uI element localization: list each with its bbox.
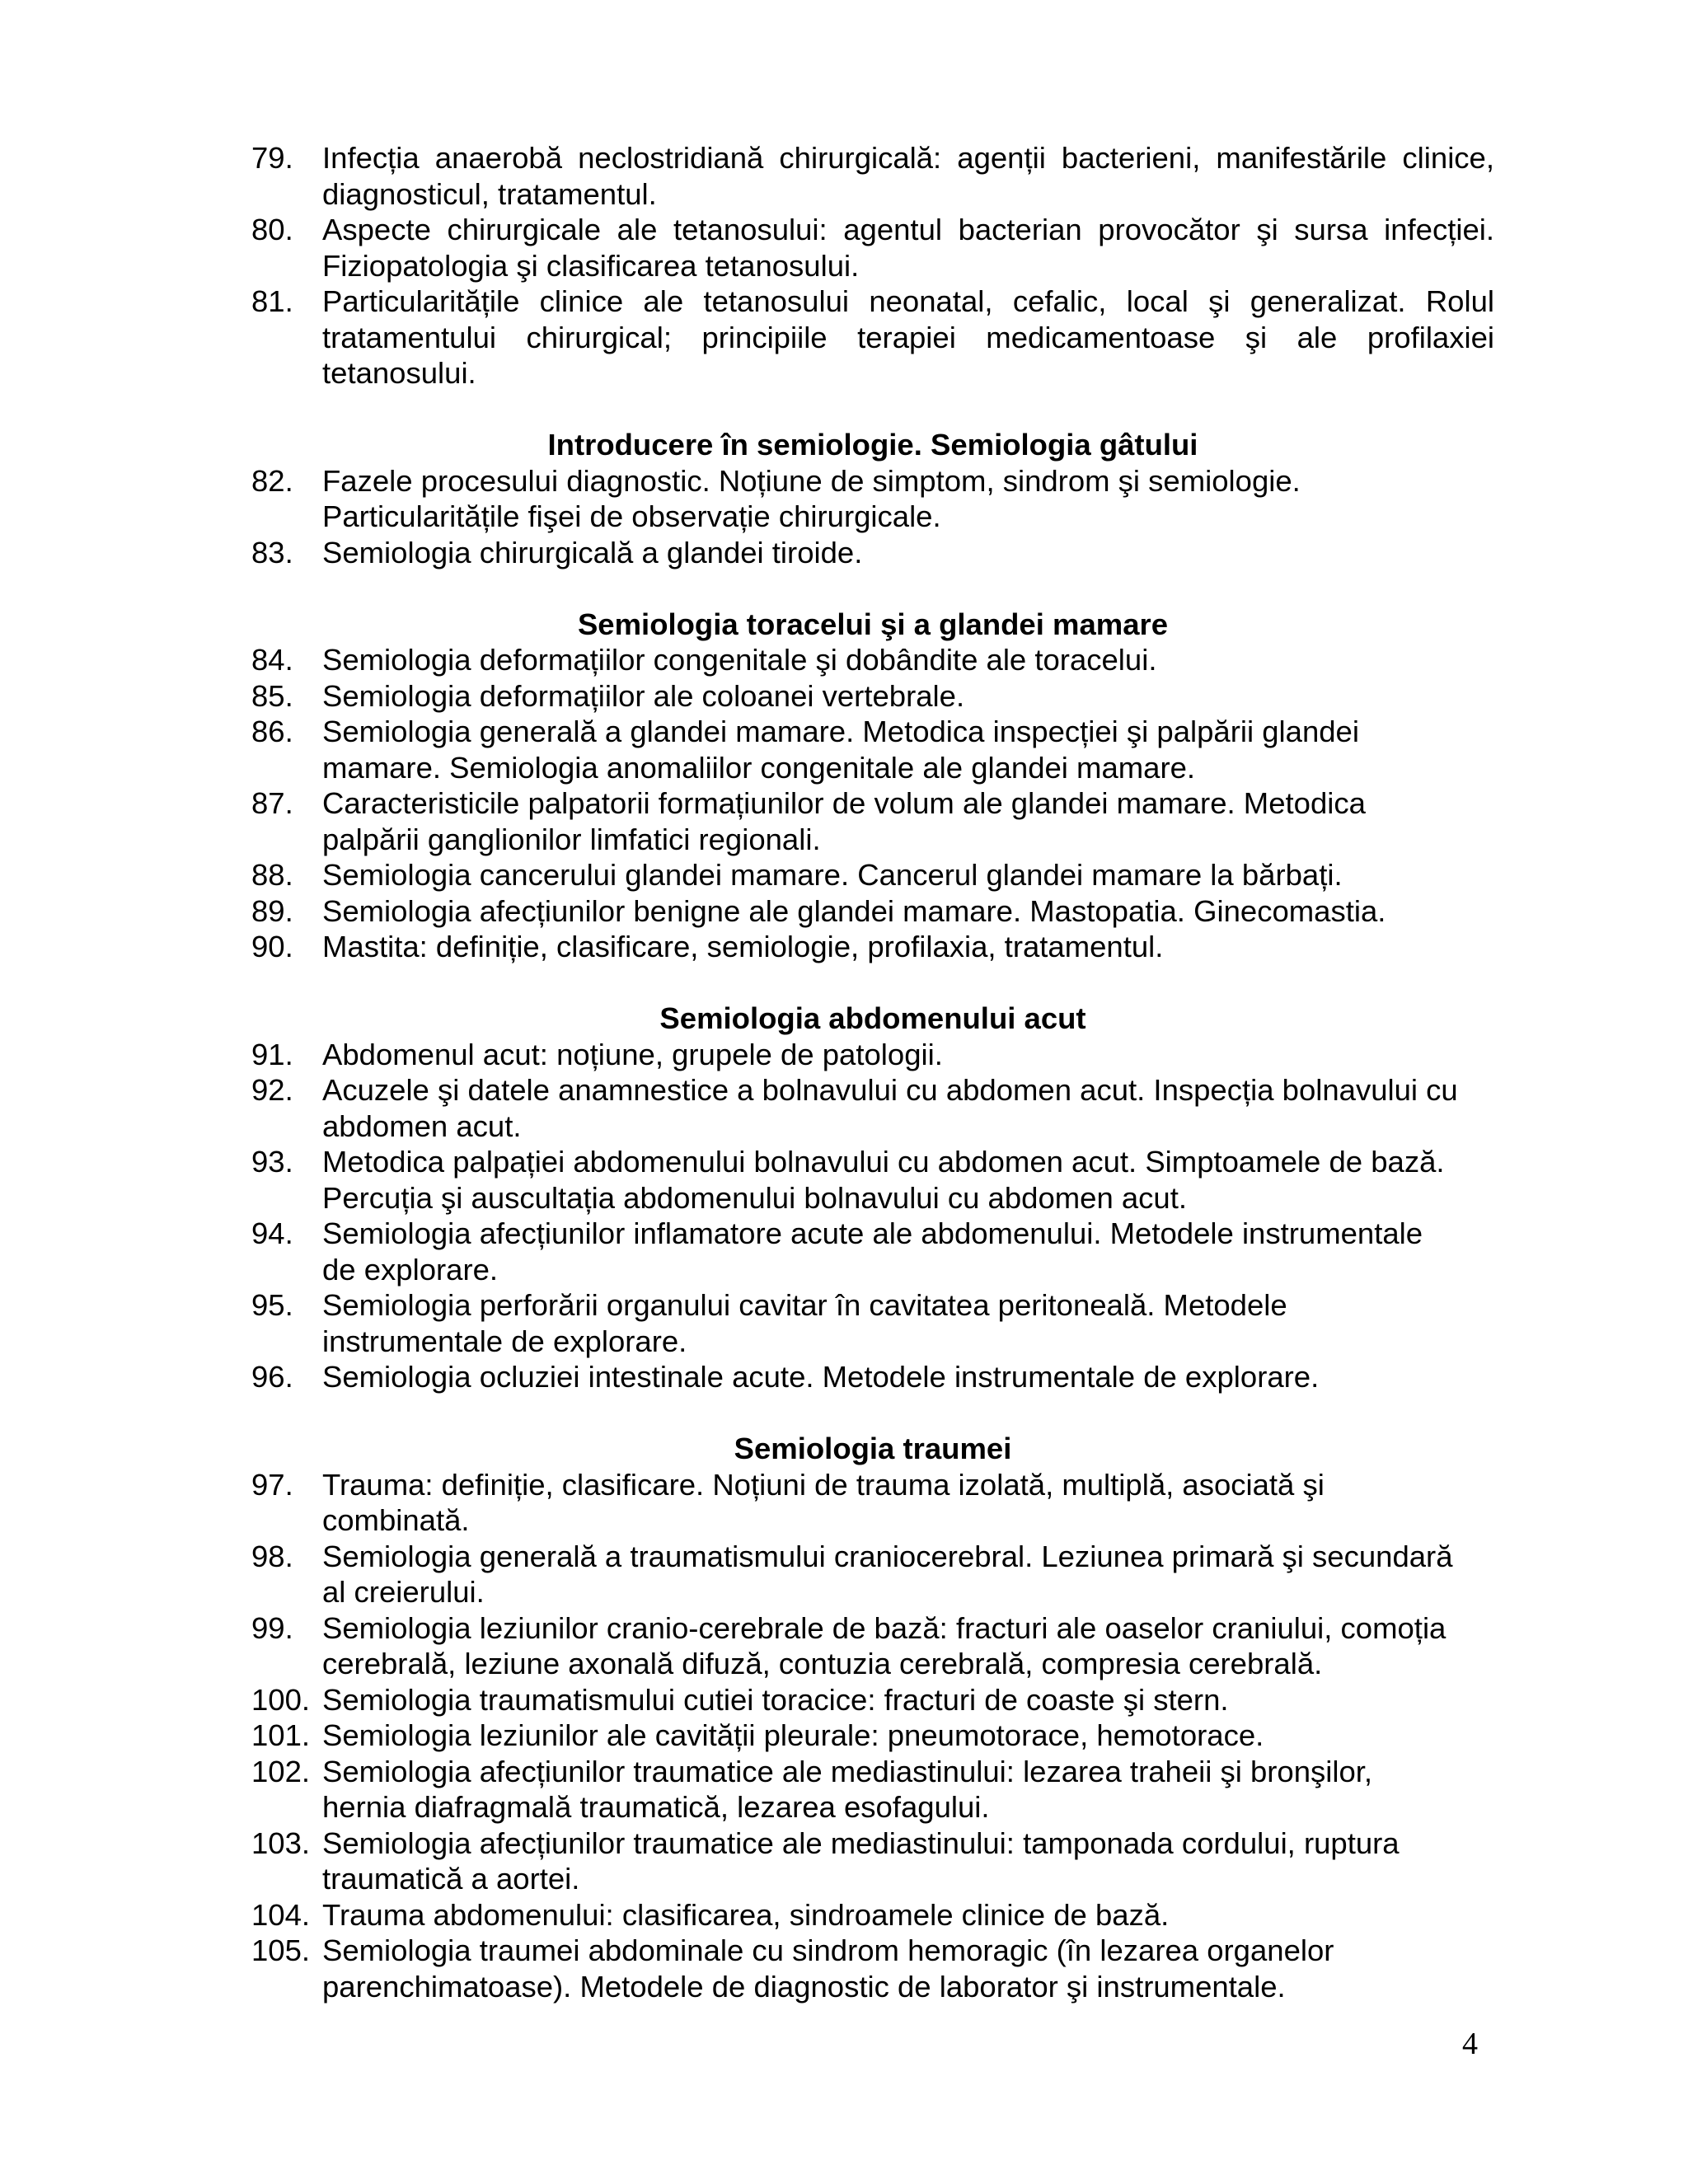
item-text xyxy=(322,1287,1494,1359)
list-item xyxy=(251,929,1494,965)
item-line: combinată. xyxy=(322,1503,470,1537)
list-item xyxy=(251,1754,1494,1825)
item-text: Semiologia ocluziei intestinale acute. Metodele instrumentale de explorare. xyxy=(322,1360,1320,1394)
item-line: Fazele procesului diagnostic. Noțiune de simptom, sindrom şi semiologie. xyxy=(322,463,1301,498)
item-line: Semiologia traumei abdominale cu sindrom hemoragic (în lezarea organelor xyxy=(322,1933,1334,1967)
list-item xyxy=(251,463,1494,535)
item-text xyxy=(322,1933,1494,2004)
section-heading: Semiologia toracelui şi a glandei mamare xyxy=(577,607,1169,641)
item-line: Semiologia generală a glandei mamare. Metodica inspecției şi palpării glandei xyxy=(322,715,1359,748)
item-line: Semiologia afecțiunilor inflamatore acute ale abdomenului. Metodele instrumentale xyxy=(322,1216,1423,1250)
item-line: de explorare. xyxy=(322,1252,499,1286)
item-number: 80. xyxy=(251,213,293,246)
list-item xyxy=(251,1897,1494,1933)
list-item xyxy=(251,893,1494,930)
list-item xyxy=(251,1287,1494,1359)
item-text: Semiologia afecțiunilor benigne ale glandei mamare. Mastopatia. Ginecomastia. xyxy=(322,893,1386,928)
item-text: Semiologia deformațiilor ale coloanei vertebrale. xyxy=(322,678,965,713)
list-item xyxy=(251,1072,1494,1144)
list-item xyxy=(251,535,1494,571)
item-line: Semiologia leziunilor cranio-cerebrale de bază: fracturi ale oaselor craniului, comoția xyxy=(322,1610,1447,1645)
list-item xyxy=(251,857,1494,893)
item-text: Semiologia leziunilor ale cavității pleurale: pneumotorace, hemotorace. xyxy=(322,1718,1264,1752)
item-text xyxy=(322,714,1494,785)
intro-list xyxy=(251,140,1494,391)
list-item xyxy=(251,1037,1494,1073)
list-item xyxy=(251,714,1494,785)
item-text xyxy=(322,1539,1494,1610)
item-number: 100. xyxy=(251,1682,311,1717)
item-text: Semiologia cancerului glandei mamare. Cancerul glandei mamare la bărbați. xyxy=(322,858,1343,892)
item-line: Percuția şi auscultația abdomenului bolnavului cu abdomen acut. xyxy=(322,1180,1188,1215)
item-number: 85. xyxy=(251,678,293,713)
list-item xyxy=(251,1718,1494,1754)
item-text: Trauma abdomenului: clasificarea, sindroamele clinice de bază. xyxy=(322,1897,1170,1932)
item-line: Trauma: definiție, clasificare. Noțiuni de trauma izolată, multiplă, asociată şi xyxy=(322,1467,1325,1502)
item-number: 82. xyxy=(251,463,293,498)
item-number: 97. xyxy=(251,1467,293,1502)
section-heading: Semiologia abdomenului acut xyxy=(659,1001,1086,1035)
item-line: Caracteristicile palpatorii formațiunilor de volum ale glandei mamare. Metodica xyxy=(322,786,1366,820)
item-number: 101. xyxy=(251,1718,311,1752)
list-item xyxy=(251,785,1494,857)
item-text: Mastita: definiție, clasificare, semiologie, profilaxia, tratamentul. xyxy=(322,930,1164,963)
item-line: palpării ganglionilor limfatici regionali. xyxy=(322,822,821,856)
section-list xyxy=(251,1467,1494,2005)
item-text: Semiologia traumatismului cutiei toracice: fracturi de coaste şi stern. xyxy=(322,1682,1229,1717)
item-number: 86. xyxy=(251,715,293,748)
item-line: cerebrală, leziune axonală difuză, contuzia cerebrală, compresia cerebrală. xyxy=(322,1647,1323,1680)
item-text xyxy=(322,1144,1494,1216)
item-text xyxy=(322,1216,1494,1287)
item-line: al creierului. xyxy=(322,1575,485,1609)
item-line: instrumentale de explorare. xyxy=(322,1324,687,1358)
list-item xyxy=(251,642,1494,678)
item-text xyxy=(322,785,1494,857)
item-text xyxy=(322,1610,1494,1682)
item-number: 88. xyxy=(251,858,293,892)
list-item xyxy=(251,1682,1494,1718)
item-line: mamare. Semiologia anomaliilor congenitale ale glandei mamare. xyxy=(322,750,1196,785)
item-number: 90. xyxy=(251,930,293,963)
item-line: hernia diafragmală traumatică, lezarea esofagului. xyxy=(322,1790,990,1824)
item-number: 94. xyxy=(251,1216,293,1250)
list-item xyxy=(251,140,1494,212)
item-number: 95. xyxy=(251,1288,293,1322)
item-number: 96. xyxy=(251,1360,293,1394)
item-line: Semiologia afecțiunilor traumatice ale mediastinului: tamponada cordului, ruptura xyxy=(322,1825,1400,1860)
page-number: 4 xyxy=(1462,2027,1478,2061)
list-item xyxy=(251,284,1494,391)
item-line: abdomen acut. xyxy=(322,1108,522,1143)
item-number: 89. xyxy=(251,893,293,928)
item-number: 93. xyxy=(251,1145,293,1179)
item-line: Metodica palpației abdomenului bolnavului cu abdomen acut. Simptoamele de bază. xyxy=(322,1145,1445,1179)
item-number: 81. xyxy=(251,284,293,318)
item-number: 105. xyxy=(251,1933,311,1967)
item-line: traumatică a aortei. xyxy=(322,1862,580,1896)
item-number: 99. xyxy=(251,1610,293,1645)
section-list xyxy=(251,642,1494,965)
item-text xyxy=(322,463,1494,535)
item-number: 102. xyxy=(251,1754,311,1788)
item-number: 83. xyxy=(251,535,293,569)
item-number: 98. xyxy=(251,1539,293,1573)
item-number: 103. xyxy=(251,1825,311,1860)
item-number: 84. xyxy=(251,643,293,677)
list-item xyxy=(251,212,1494,284)
item-line: Semiologia afecțiunilor traumatice ale mediastinului: lezarea traheii şi bronşilor, xyxy=(322,1754,1373,1788)
list-item xyxy=(251,1216,1494,1287)
item-text: Infecția anaerobă neclostridiană chirurgicală: agenții bacterieni, manifestările clinice, diagnosticul, tratamentul. xyxy=(322,141,1494,211)
list-item xyxy=(251,1539,1494,1610)
list-item xyxy=(251,1610,1494,1682)
item-line: parenchimatoase). Metodele de diagnostic de laborator şi instrumentale. xyxy=(322,1969,1286,2004)
item-number: 91. xyxy=(251,1037,293,1071)
item-text: Semiologia chirurgicală a glandei tiroide. xyxy=(322,535,863,569)
item-text xyxy=(322,1825,1494,1897)
section-list xyxy=(251,463,1494,571)
item-text: Semiologia deformațiilor congenitale şi dobândite ale toracelui. xyxy=(322,643,1157,677)
item-text: Aspecte chirurgicale ale tetanosului: agentul bacterian provocător şi sursa infecției. Fiziopatologia şi clasificarea tetanosului. xyxy=(322,213,1494,283)
item-number: 87. xyxy=(251,786,293,820)
item-number: 79. xyxy=(251,141,293,175)
list-item xyxy=(251,1144,1494,1216)
item-text: Abdomenul acut: noțiune, grupele de patologii. xyxy=(322,1037,943,1071)
list-item xyxy=(251,1933,1494,2004)
item-number: 92. xyxy=(251,1073,293,1107)
item-number: 104. xyxy=(251,1897,311,1932)
section-heading: Semiologia traumei xyxy=(734,1432,1012,1465)
item-text xyxy=(322,1072,1494,1144)
item-line: Particularitățile fişei de observație chirurgicale. xyxy=(322,499,941,533)
list-item xyxy=(251,1359,1494,1395)
list-item xyxy=(251,1467,1494,1539)
section-list xyxy=(251,1037,1494,1395)
item-text xyxy=(322,1467,1494,1539)
list-item xyxy=(251,678,1494,715)
list-item xyxy=(251,1825,1494,1897)
section-heading: Introducere în semiologie. Semiologia gâtului xyxy=(547,428,1198,462)
item-line: Semiologia generală a traumatismului craniocerebral. Leziunea primară şi secundară xyxy=(322,1539,1453,1573)
item-text: Particularitățile clinice ale tetanosului neonatal, cefalic, local şi generalizat. Rolul tratamentului chirurgical; principiile terapiei medicamentoase şi ale profilaxiei tetanosului. xyxy=(322,284,1494,390)
item-line: Semiologia perforării organului cavitar în cavitatea peritoneală. Metodele xyxy=(322,1288,1287,1322)
document-body xyxy=(251,140,1494,2004)
item-text xyxy=(322,1754,1494,1825)
item-line: Acuzele şi datele anamnestice a bolnavului cu abdomen acut. Inspecția bolnavului cu xyxy=(322,1073,1458,1107)
